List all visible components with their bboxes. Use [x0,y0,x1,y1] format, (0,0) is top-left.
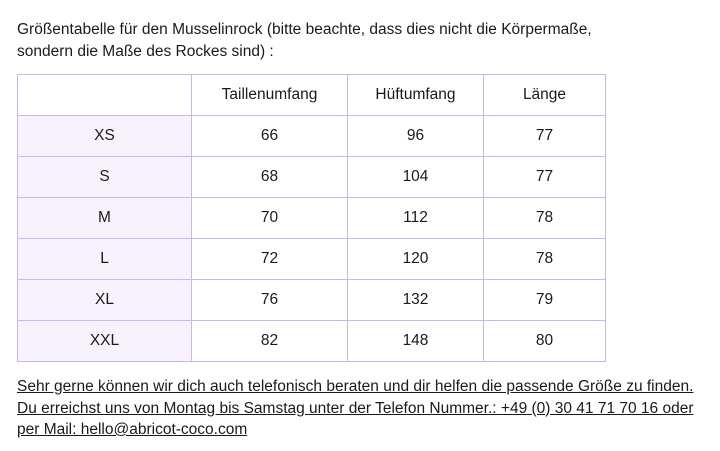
intro-line-2: sondern die Maße des Rockes sind) : [17,43,274,60]
length-cell: 79 [484,280,606,321]
waist-cell: 82 [192,321,348,362]
contact-line-1: Sehr gerne können wir dich auch telefonisch beraten und dir helfen die passende Größe zu finden. [17,378,694,395]
table-row [18,280,606,321]
intro-line-1: Größentabelle für den Musselinrock (bitte beachte, dass dies nicht die Körpermaße, [17,21,592,38]
header-hip: Hüftumfang [348,75,484,116]
length-cell: 78 [484,198,606,239]
waist-cell: 70 [192,198,348,239]
length-cell: 80 [484,321,606,362]
waist-cell: 76 [192,280,348,321]
size-cell: XL [18,280,192,321]
contact-line-2[interactable]: Du erreichst uns von Montag bis Samstag unter der Telefon Nummer.: +49 (0) 30 41 71 70 16 oder [17,399,694,417]
table-row [18,321,606,362]
length-cell: 77 [484,116,606,157]
size-table [17,74,606,362]
table-header-row [18,75,606,116]
waist-cell: 72 [192,239,348,280]
waist-cell: 66 [192,116,348,157]
table-row [18,198,606,239]
table-row [18,157,606,198]
header-empty [18,75,192,116]
header-waist: Taillenumfang [192,75,348,116]
size-cell: M [18,198,192,239]
size-cell: XXL [18,321,192,362]
contact-info [17,376,717,441]
intro-text [17,19,707,63]
table-row [18,239,606,280]
hip-cell: 96 [348,116,484,157]
length-cell: 78 [484,239,606,280]
table-row [18,116,606,157]
contact-line-3[interactable]: per Mail: hello@abricot-coco.com [17,421,248,438]
waist-cell: 68 [192,157,348,198]
hip-cell: 148 [348,321,484,362]
hip-cell: 104 [348,157,484,198]
size-cell: S [18,157,192,198]
size-cell: L [18,239,192,280]
hip-cell: 112 [348,198,484,239]
size-cell: XS [18,116,192,157]
length-cell: 77 [484,157,606,198]
header-length: Länge [484,75,606,116]
hip-cell: 132 [348,280,484,321]
hip-cell: 120 [348,239,484,280]
